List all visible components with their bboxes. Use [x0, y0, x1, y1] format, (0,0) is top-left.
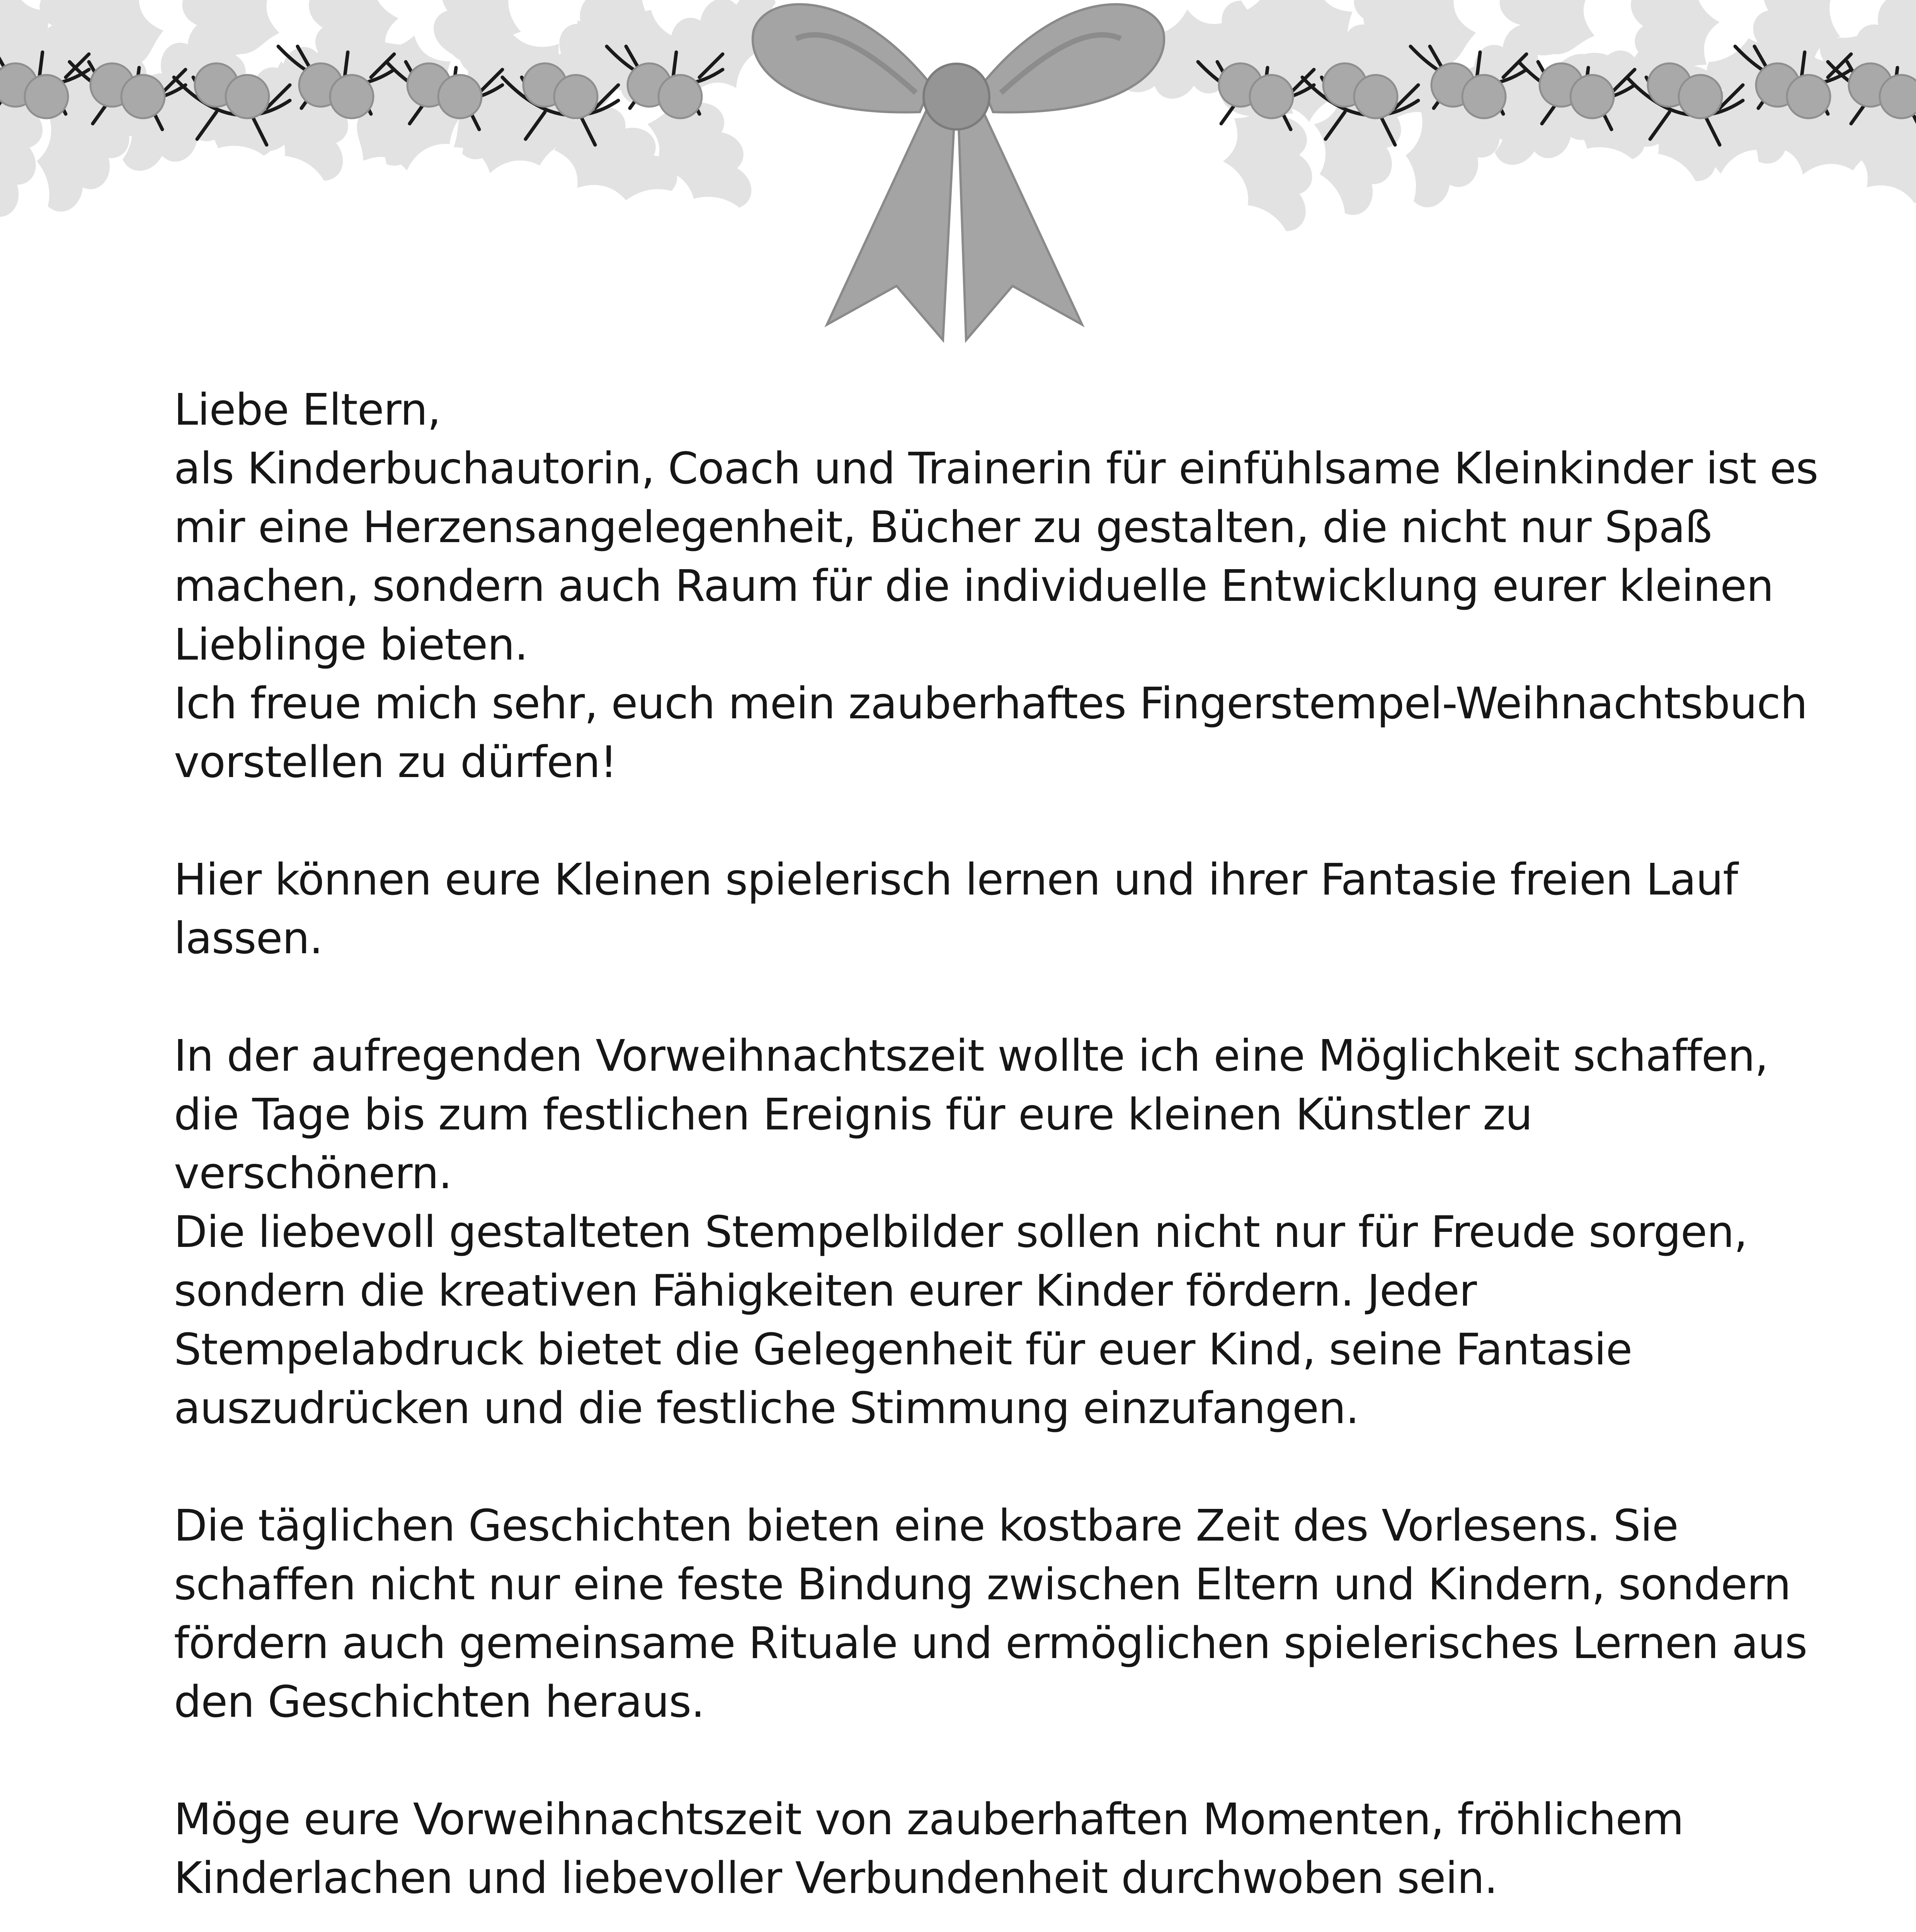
text-line: Die täglichen Geschichten bieten eine kostbare Zeit des Vorlesens. Sie	[174, 1501, 1678, 1551]
text-line: Die liebevoll gestalteten Stempelbilder sollen nicht nur für Freude sorgen,	[174, 1207, 1748, 1257]
text-line: machen, sondern auch Raum für die individuelle Entwicklung eurer kleinen	[174, 561, 1774, 611]
text-line: fördern auch gemeinsame Rituale und ermöglichen spielerisches Lernen aus	[174, 1618, 1807, 1668]
ribbon-bow-icon	[753, 4, 1164, 340]
text-line: vorstellen zu dürfen!	[174, 737, 617, 787]
text-line: Möge eure Vorweihnachtszeit von zauberhaften Momenten, fröhlichem	[174, 1794, 1684, 1845]
holly-garland-icon	[0, 0, 1916, 386]
paragraph-play	[174, 850, 1816, 968]
text-line: Hier können eure Kleinen spielerisch lernen und ihrer Fantasie freien Lauf	[174, 855, 1738, 905]
letter-body	[174, 381, 1816, 1932]
greeting-paragraph	[174, 381, 1816, 792]
paragraph-stories	[174, 1497, 1816, 1731]
text-line: sondern die kreativen Fähigkeiten eurer Kinder fördern. Jeder	[174, 1266, 1477, 1316]
text-line: In der aufregenden Vorweihnachtszeit wollte ich eine Möglichkeit schaffen,	[174, 1031, 1768, 1081]
text-line: schaffen nicht nur eine feste Bindung zwischen Eltern und Kindern, sondern	[174, 1560, 1791, 1610]
text-line: mir eine Herzensangelegenheit, Bücher zu gestalten, die nicht nur Spaß	[174, 502, 1712, 553]
text-line: als Kinderbuchautorin, Coach und Trainerin für einfühlsame Kleinkinder ist es	[174, 444, 1818, 494]
text-line: Liebe Eltern,	[174, 385, 441, 435]
paragraph-wishes	[174, 1790, 1816, 1908]
text-line: Lieblinge bieten.	[174, 620, 528, 670]
text-line: Ich freue mich sehr, euch mein zauberhaftes Fingerstempel-Weihnachtsbuch	[174, 679, 1807, 729]
text-line: Stempelabdruck bietet die Gelegenheit für euer Kind, seine Fantasie	[174, 1325, 1632, 1375]
text-line: die Tage bis zum festlichen Ereignis für eure kleinen Künstler zu	[174, 1090, 1532, 1140]
text-line: lassen.	[174, 913, 323, 964]
paragraph-advent	[174, 1027, 1816, 1438]
text-line: verschönern.	[174, 1148, 452, 1199]
text-line: auszudrücken und die festliche Stimmung einzufangen.	[174, 1383, 1359, 1434]
text-line: Kinderlachen und liebevoller Verbundenheit durchwoben sein.	[174, 1853, 1498, 1903]
text-line: den Geschichten heraus.	[174, 1677, 704, 1727]
